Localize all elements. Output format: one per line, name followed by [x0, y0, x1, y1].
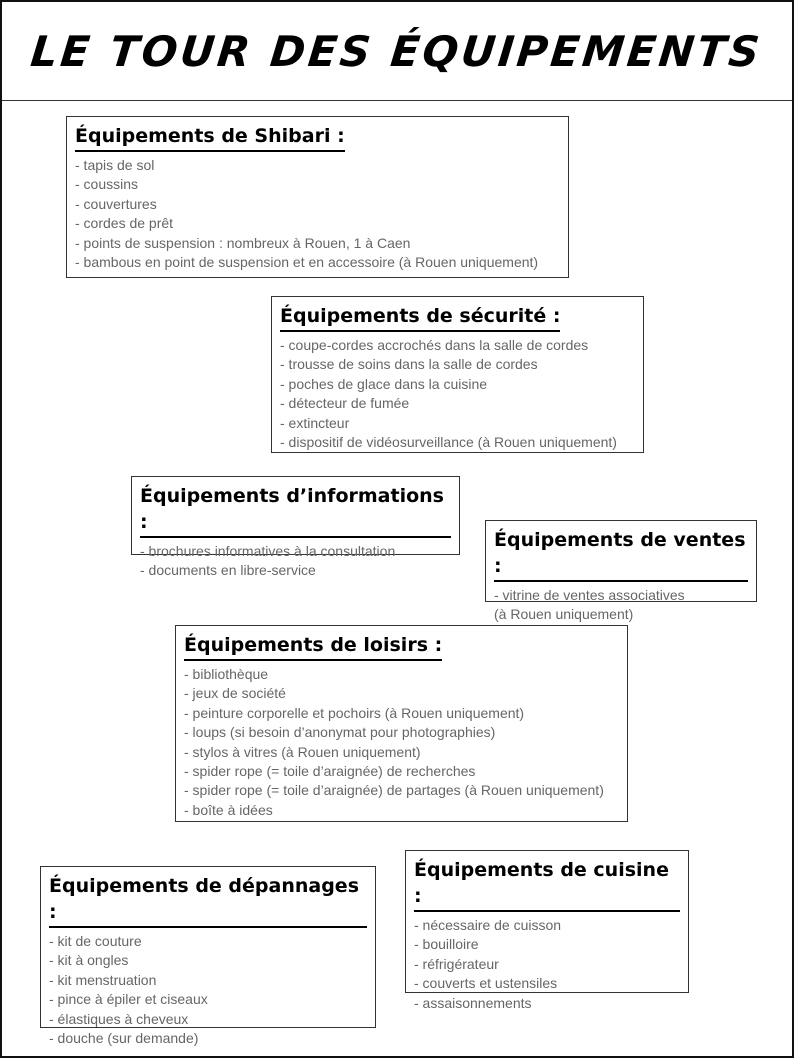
- list-item: - kit de couture: [49, 933, 142, 949]
- list-item: - nécessaire de cuisson: [414, 917, 562, 933]
- list-item: - couvertures: [75, 195, 157, 212]
- section-heading: Équipements de loisirs :: [184, 632, 442, 661]
- list-item: - douche (sur demande): [49, 1030, 199, 1047]
- list-item: - détecteur de fumée: [280, 395, 410, 412]
- item-list: [75, 156, 560, 272]
- section-heading: Équipements d’informations :: [140, 483, 451, 538]
- item-list: [414, 916, 680, 1013]
- item-list: [494, 586, 748, 625]
- list-item: - boîte à idées: [184, 801, 273, 818]
- section-heading: Équipements de sécurité :: [280, 303, 560, 332]
- list-item: - kit menstruation: [49, 971, 157, 988]
- list-item: - tapis de sol: [75, 157, 155, 173]
- page-header: [2, 2, 792, 101]
- list-item: - points de suspension : nombreux à Rouen, 1 à Caen: [75, 234, 411, 251]
- list-item: - poches de glace dans la cuisine: [280, 375, 488, 392]
- list-item: - dispositif de vidéosurveillance (à Rouen uniquement): [280, 434, 617, 451]
- section-shibari: [66, 116, 569, 278]
- section-heading: Équipements de ventes :: [494, 527, 748, 582]
- page-title: LE TOUR DES ÉQUIPEMENTS: [28, 26, 766, 76]
- list-item: - cordes de prêt: [75, 215, 174, 232]
- item-list: [280, 336, 635, 452]
- section-cuisine: [405, 850, 689, 1011]
- section-ventes: [485, 520, 757, 623]
- list-item: - documents en libre-service: [140, 562, 316, 579]
- list-item: - bouilloire: [414, 936, 479, 953]
- list-item: - stylos à vitres (à Rouen uniquement): [184, 743, 421, 760]
- list-item: - trousse de soins dans la salle de cordes: [280, 356, 538, 373]
- section-heading: Équipements de Shibari :: [75, 123, 345, 152]
- item-list: [49, 932, 367, 1048]
- list-item: - élastiques à cheveux: [49, 1010, 189, 1027]
- list-item: - brochures informatives à la consultation: [140, 543, 396, 559]
- list-item: - kit à ongles: [49, 952, 129, 969]
- list-item: - pince à épiler et ciseaux: [49, 991, 208, 1008]
- section-informations: [131, 476, 460, 579]
- list-item: - coussins: [75, 176, 139, 193]
- list-item: - bibliothèque: [184, 666, 269, 682]
- list-item: - vitrine de ventes associatives: [494, 587, 685, 603]
- item-list: [140, 542, 451, 581]
- list-item: - peinture corporelle et pochoirs (à Rouen uniquement): [184, 704, 525, 721]
- section-heading: Équipements de dépannages :: [49, 873, 367, 928]
- list-item: - couverts et ustensiles: [414, 975, 558, 992]
- list-item: - jeux de société: [184, 685, 286, 702]
- list-item: - spider rope (= toile d’araignée) de recherches: [184, 763, 476, 780]
- list-item: - spider rope (= toile d’araignée) de partages (à Rouen uniquement): [184, 782, 604, 799]
- section-loisirs: [175, 625, 628, 822]
- section-heading: Équipements de cuisine :: [414, 857, 680, 912]
- section-securite: [271, 296, 644, 453]
- list-item: - assaisonnements: [414, 994, 532, 1011]
- list-item: - extincteur: [280, 414, 350, 431]
- list-item: - loups (si besoin d’anonymat pour photographies): [184, 724, 496, 741]
- section-depannages: [40, 866, 376, 1047]
- list-item: - bambous en point de suspension et en accessoire (à Rouen uniquement): [75, 254, 539, 271]
- item-list: [184, 665, 619, 820]
- list-item: (à Rouen uniquement): [494, 606, 634, 623]
- list-item: - réfrigérateur: [414, 955, 499, 972]
- list-item: - coupe-cordes accrochés dans la salle de cordes: [280, 337, 589, 353]
